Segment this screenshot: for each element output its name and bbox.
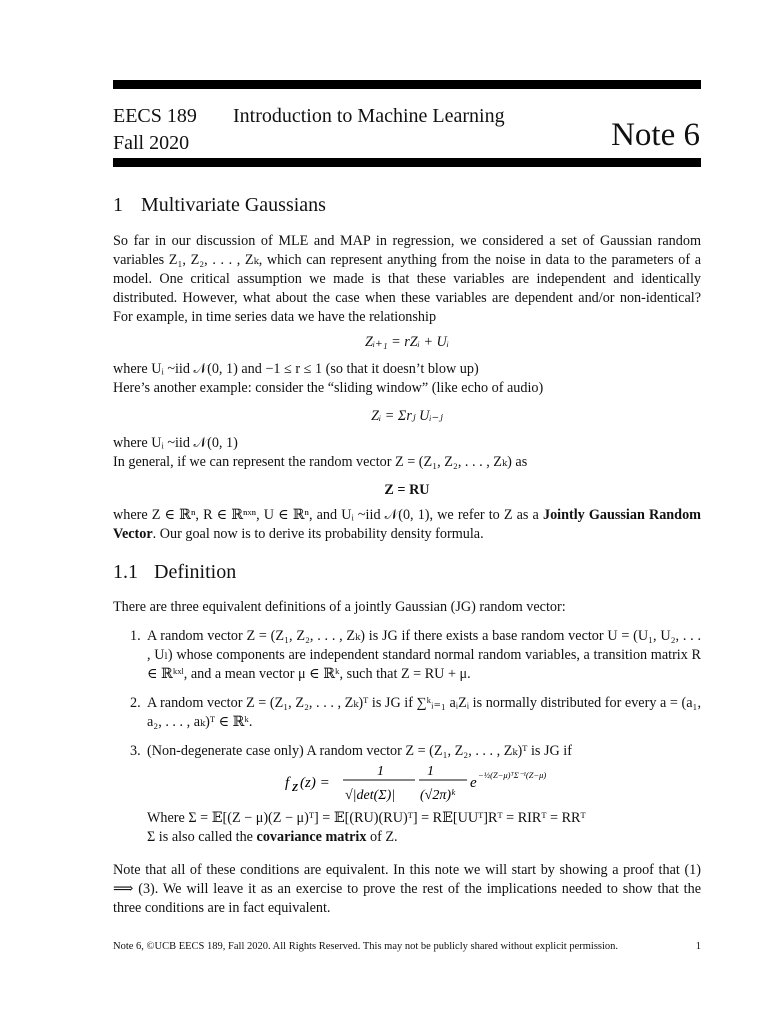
section-heading xyxy=(113,193,326,217)
item-number: 2. xyxy=(130,695,141,711)
definitions-intro: There are three equivalent definitions of a jointly Gaussian (JG) random vector: xyxy=(113,599,566,615)
text-span: . Our goal now is to derive its probability density formula. xyxy=(152,526,484,542)
text-line: In general, if we can represent the random vector Z = (Z₁, Z₂, . . . , Zₖ) as xyxy=(113,454,528,470)
jg-term: Jointly Gaussian Random Vector xyxy=(113,507,701,542)
text-line: Here’s another example: consider the “sliding window” (like echo of audio) xyxy=(113,380,544,396)
text-span: Σ is also called the xyxy=(147,829,257,845)
formula-denominator: √|det(Σ)| xyxy=(345,788,396,803)
section-number: 1 xyxy=(113,194,123,216)
item-number: 3. xyxy=(130,743,141,759)
formula-numerator: 1 xyxy=(427,764,434,779)
covariance-term: covariance matrix xyxy=(256,829,367,845)
course-term: Fall 2020 xyxy=(113,132,190,154)
formula-subscript: Z xyxy=(292,783,299,794)
covariance-derivation: Where Σ = 𝔼[(Z − μ)(Z − μ)ᵀ] = 𝔼[(RU)(RU)ᵀ] = R𝔼[UUᵀ]Rᵀ = RIRᵀ = RRᵀ xyxy=(147,810,586,826)
closing-paragraph: Note that all of these conditions are equivalent. In this note we will start by showing a proof that (1) ⟹ (3). We will leave it as an exercise to prove the rest of the implications needed to show that the three conditions are in fact equivalent. xyxy=(113,862,701,916)
section-title: Multivariate Gaussians xyxy=(141,194,326,216)
copyright-text: Note 6, ©UCB EECS 189, Fall 2020. All Rights Reserved. This may not be publicly shared without explicit permission. xyxy=(113,941,619,952)
subsection-heading xyxy=(113,560,236,584)
item-text: A random vector Z = (Z₁, Z₂, . . . , Zₖ)ᵀ is JG if ∑ᵏᵢ₌₁ aᵢZᵢ is normally distributed for every a = (a₁, a₂, . . . , aₖ)ᵀ ∈ ℝᵏ. xyxy=(147,695,701,730)
page-number: 1 xyxy=(695,941,701,952)
formula-numerator: 1 xyxy=(377,764,384,779)
formula-exponent: −½(Z−μ)ᵀΣ⁻¹(Z−μ) xyxy=(478,770,547,780)
jg-definition-paragraph xyxy=(113,506,701,544)
intro-paragraph: So far in our discussion of MLE and MAP in regression, we considered a set of Gaussian random variables Z₁, Z₂, . . . , Zₖ, which can represent anything from the noise in data to the parameters of a model. One critical assumption we made is that these variables are independent and identically distributed. However, what about the case when these variables are dependent and/or non-identical? For example, in time series data we have the relationship xyxy=(113,233,701,325)
course-title: Introduction to Machine Learning xyxy=(233,105,505,127)
subsection-title: Definition xyxy=(154,561,237,583)
formula-arg: (z) = xyxy=(300,775,330,791)
item-text: (Non-degenerate case only) A random vector Z = (Z₁, Z₂, . . . , Zₖ)ᵀ is JG if xyxy=(147,743,572,759)
text-line: where Uᵢ ~iid 𝒩(0, 1) and −1 ≤ r ≤ 1 (so that it doesn’t blow up) xyxy=(113,361,479,377)
definition-item xyxy=(130,694,701,732)
note-number: Note 6 xyxy=(611,117,700,153)
header-bottom-rule xyxy=(113,158,701,167)
equation-time-series: Zᵢ₊₁ = rZᵢ + Uᵢ xyxy=(364,334,450,350)
item-text: A random vector Z = (Z₁, Z₂, . . . , Zₖ) is JG if there exists a base random vector U = (U₁, U₂, . . . , Uₗ) whose components are independent standard normal random variables, a transition matrix R ∈ ℝᵏˣˡ, and a mean vector μ ∈ ℝᵏ, such that Z = RU + μ. xyxy=(147,628,701,682)
item-number: 1. xyxy=(130,628,141,644)
definition-item xyxy=(130,627,701,684)
subsection-number: 1.1 xyxy=(113,561,138,583)
formula-denominator: (√2π)ᵏ xyxy=(420,788,455,803)
course-code: EECS 189 xyxy=(113,105,197,127)
definition-item xyxy=(130,742,701,761)
equation-sliding-window: Zᵢ = Σrⱼ Uᵢ₋ⱼ xyxy=(371,408,443,424)
text-span: where Z ∈ ℝⁿ, R ∈ ℝⁿˣⁿ, U ∈ ℝⁿ, and Uᵢ ~iid 𝒩(0, 1), we refer to Z as a xyxy=(113,507,543,523)
formula-exp-base: e xyxy=(470,775,477,791)
equation-z-ru: Z = RU xyxy=(384,482,430,498)
text-span: of Z. xyxy=(366,829,398,845)
formula-lhs: f xyxy=(285,775,290,791)
header-top-rule xyxy=(113,80,701,89)
covariance-note xyxy=(147,828,701,847)
page-footer xyxy=(113,940,701,954)
pdf-formula xyxy=(285,761,585,805)
text-line: where Uᵢ ~iid 𝒩(0, 1) xyxy=(113,435,238,451)
